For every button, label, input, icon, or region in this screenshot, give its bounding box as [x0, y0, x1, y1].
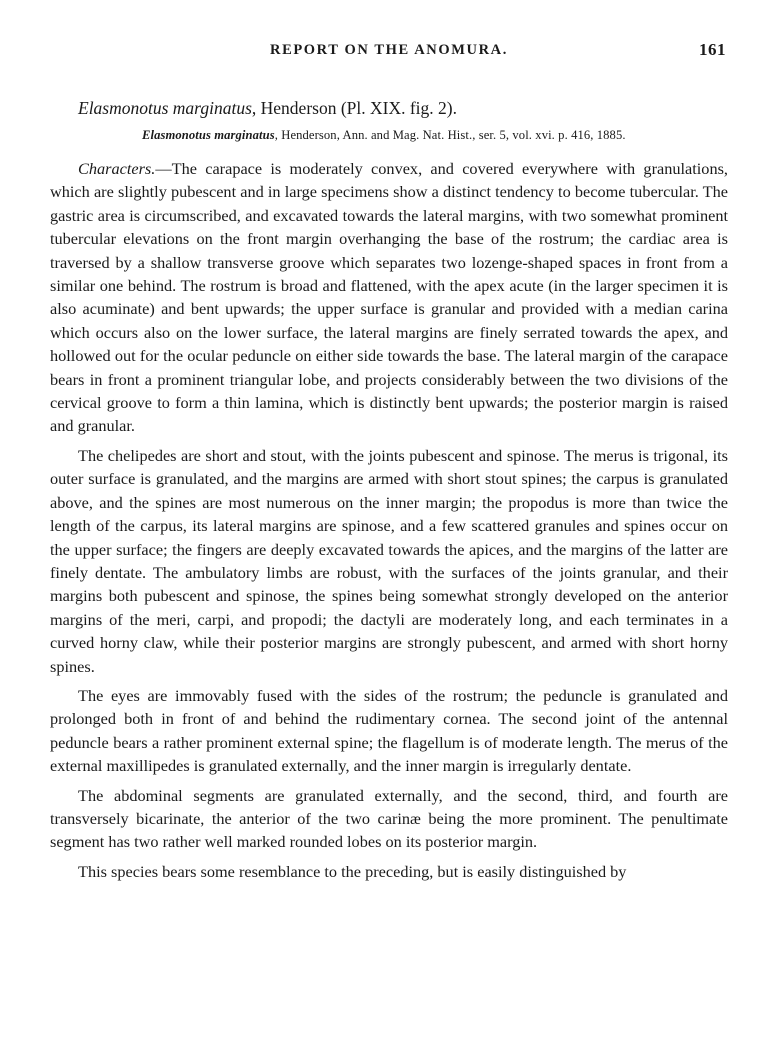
species-name: Elasmonotus marginatus: [78, 98, 252, 118]
page-number: 161: [699, 40, 726, 59]
species-heading: [78, 98, 728, 119]
characters-text: —The carapace is moderately convex, and covered everywhere with granulations, which are slightly pubescent and in large specimens show a distinct tendency to become tubercular. The gastric area is circumscribed, and excavated towards the lateral margins, with two somewhat prominent tubercular elevations on the front margin overhanging the base of the rostrum; the cardiac area is traversed by a shallow transverse groove which separates two lozenge-shaped spaces in front from a similar one behind. The rostrum is broad and flattened, with the apex acute (in the larger specimen it is also acuminate) and bent upwards; the upper surface is granular and provided with a median carina which occurs also on the lower surface, the lateral margins are finely serrated towards the apex, and hollowed out for the ocular peduncle on either side towards the base. The lateral margin of the carapace bears in front a prominent triangular lobe, and projects considerably between the two divisions of the cervical groove to form a thin lamina, which is distinctly bent upwards; the posterior margin is raised and granular.: [50, 159, 728, 436]
paragraph-eyes: The eyes are immovably fused with the sides of the rostrum; the peduncle is granulated and prolonged both in front of and behind the rudimentary cornea. The second joint of the antennal peduncle bears a rather prominent external spine; the flagellum is of moderate length. The merus of the external maxillipedes is granulated externally, and the inner margin is irregularly dentate.: [50, 685, 728, 776]
running-title: REPORT ON THE ANOMURA.: [270, 42, 508, 58]
running-head: [50, 40, 728, 64]
synonymy-name: Elasmonotus marginatus: [142, 128, 275, 142]
species-authority: , Henderson (Pl. XIX. fig. 2).: [251, 98, 457, 118]
synonymy-reference: , Henderson, Ann. and Mag. Nat. Hist., ser. 5, vol. xvi. p. 416, 1885.: [274, 128, 626, 142]
paragraph-characters: [50, 157, 728, 438]
synonymy-citation: [142, 128, 728, 143]
body-text: [50, 157, 728, 883]
paragraph-resemblance: This species bears some resemblance to the preceding, but is easily distinguished by: [78, 861, 627, 881]
characters-label: Characters.: [78, 159, 156, 178]
paragraph-abdomen: The abdominal segments are granulated externally, and the second, third, and fourth are transversely bicarinate, the anterior of the two carinæ being the more prominent. The penultimate segment has two rather well marked rounded lobes on its posterior margin.: [50, 785, 728, 852]
paragraph-chelipedes: The chelipedes are short and stout, with the joints pubescent and spinose. The merus is trigonal, its outer surface is granulated, and the margins are armed with short stout spines; the carpus is granulated above, and the spines are most numerous on the inner margin; the propodus is more than twice the length of the carpus, its lateral margins are spinose, and a few scattered granules and spines occur on the upper surface; the fingers are deeply excavated towards the apices, and the margins of the latter are finely dentate. The ambulatory limbs are robust, with the surfaces of the joints granular, and their margins both pubescent and spinose, the spines being somewhat strongly developed on the anterior margins of the meri, carpi, and propodi; the dactyli are moderately long, and each terminates in a curved horny claw, while their posterior margins are strongly pubescent, and armed with short horny spines.: [50, 445, 728, 676]
page: [50, 40, 728, 889]
